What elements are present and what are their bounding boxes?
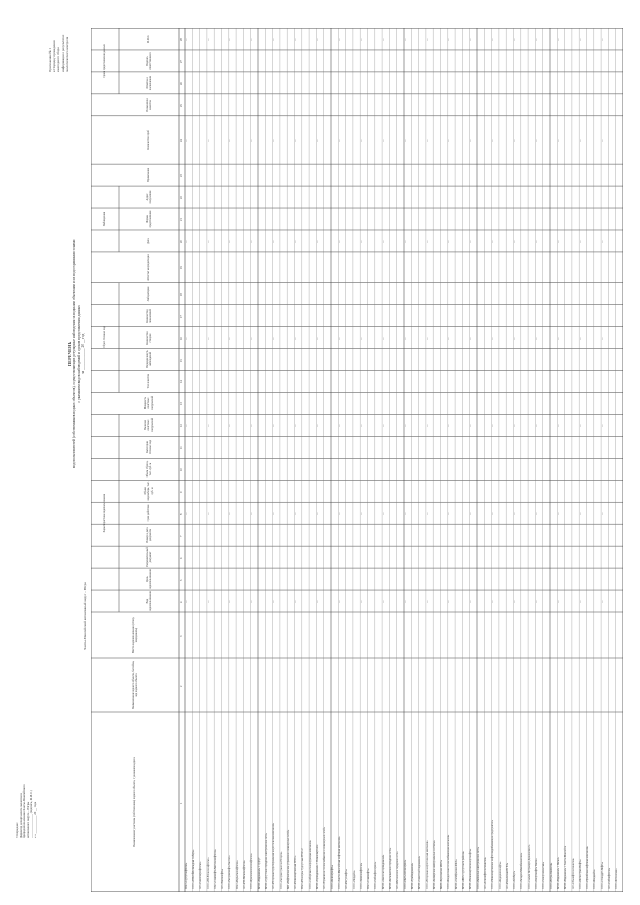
- cell-mark: —: [491, 139, 495, 142]
- column-header: Форма представления: [145, 210, 152, 228]
- cell-mark: —: [447, 600, 451, 604]
- cell-mark: —: [250, 38, 254, 41]
- cell-mark: —: [381, 139, 385, 142]
- table-row: МУП «Водоканал» г. Нягань: [556, 857, 560, 889]
- table-row: ООО «Айсберг»: [513, 870, 517, 889]
- cell-mark: —: [228, 240, 232, 243]
- cell-mark: —: [206, 512, 210, 516]
- table-row: МУП «ЖКХ Сургутского района»: [462, 851, 465, 889]
- column-header: Номер и дата документа: [145, 527, 152, 543]
- column-header: Объем водозабора, тыс. куб. м: [144, 481, 154, 501]
- table-row: ООО «Белозернефть»: [330, 864, 334, 889]
- column-header: Категория сточных вод: [145, 440, 152, 455]
- table-row: АО «Негуснефть»: [345, 869, 349, 889]
- cell-mark: —: [272, 512, 276, 516]
- column-header: Цель водопользования: [145, 569, 152, 589]
- column-number: 5: [180, 579, 183, 582]
- cell-mark: —: [359, 600, 363, 604]
- column-number: 15: [180, 358, 183, 362]
- table-row: АО «Управление теплоснабжения и инженерных сетей»: [323, 827, 327, 889]
- cell-mark: —: [359, 424, 363, 428]
- cell-mark: —: [294, 512, 298, 516]
- column-number: 19: [180, 266, 183, 270]
- table-row: ООО «Федоровскнефть»: [498, 861, 502, 889]
- cell-mark: —: [294, 139, 298, 142]
- cell-mark: —: [250, 600, 254, 604]
- group-header: Наблюдения: [103, 211, 107, 227]
- column-header: Подпись ответственного: [145, 52, 152, 70]
- cell-mark: —: [184, 38, 188, 41]
- cell-mark: —: [294, 600, 298, 604]
- cell-mark: —: [250, 512, 254, 516]
- cell-mark: —: [381, 600, 385, 604]
- cell-mark: —: [381, 336, 385, 340]
- cell-mark: —: [513, 38, 517, 41]
- column-header: Количество показателей: [145, 308, 152, 323]
- cell-mark: —: [337, 336, 341, 340]
- table-row: ООО «Красноленинскнефтегаз»: [250, 853, 254, 889]
- column-header: Разрешительный документ: [145, 547, 152, 567]
- cell-mark: —: [578, 38, 582, 41]
- table-row: ООО «Яхтинское»: [615, 868, 619, 889]
- table-row: ООО «Районные электрические сети»: [476, 846, 480, 889]
- approval-line: автономного округа – Югры: [25, 801, 30, 838]
- cell-mark: —: [272, 336, 276, 340]
- cell-mark: —: [578, 139, 582, 142]
- cell-mark: —: [359, 240, 363, 243]
- cell-mark: —: [578, 424, 582, 428]
- column-number: 22: [180, 196, 183, 200]
- cell-mark: —: [184, 336, 188, 340]
- cell-mark: —: [316, 336, 319, 340]
- table-row: МУП «Водоканал» г. Ханты-Мансийск: [564, 845, 568, 889]
- cell-mark: —: [469, 240, 473, 243]
- table-row: ООО «Стандарт-Нефть»: [600, 861, 604, 889]
- cell-mark: —: [381, 424, 385, 428]
- column-number: 24: [180, 139, 183, 142]
- cell-mark: —: [535, 424, 538, 428]
- cell-mark: —: [316, 600, 319, 604]
- column-number: 27: [180, 60, 183, 63]
- cell-mark: —: [184, 600, 188, 604]
- cell-mark: —: [556, 139, 560, 142]
- cell-mark: —: [556, 424, 560, 428]
- cell-mark: —: [206, 600, 210, 604]
- cell-mark: —: [294, 336, 298, 340]
- cell-mark: —: [316, 424, 319, 428]
- cell-mark: —: [447, 240, 451, 243]
- cell-mark: —: [556, 240, 560, 243]
- column-header: Срок действия: [147, 504, 151, 522]
- column-header: Адрес получателя: [145, 190, 152, 204]
- cell-mark: —: [337, 512, 341, 516]
- cell-mark: —: [184, 139, 188, 142]
- cell-mark: —: [250, 139, 254, 142]
- cell-mark: —: [513, 424, 517, 428]
- cell-mark: —: [337, 240, 341, 243]
- cell-mark: —: [381, 240, 385, 243]
- table-row: ОАО «Славнефть-Мегионнефтегаз»: [213, 849, 217, 889]
- column-header: Количество проб: [147, 130, 151, 150]
- cell-mark: —: [513, 600, 517, 604]
- cell-mark: —: [556, 512, 560, 516]
- cell-mark: —: [403, 139, 407, 142]
- table-row: МП «Нефтеюганское управление инженерных сетей»: [286, 829, 290, 889]
- annex-line: информации о результатах: [60, 34, 65, 72]
- approval-line: Утверждаю:: [15, 822, 19, 838]
- table-row: ООО «Энергонефть Томск»: [535, 858, 538, 889]
- column-number: 8: [180, 513, 183, 516]
- cell-mark: —: [513, 139, 517, 142]
- cell-mark: —: [250, 424, 254, 428]
- column-number: 9: [180, 491, 183, 494]
- annex-note: [48, 35, 69, 72]
- cell-mark: —: [447, 38, 451, 41]
- cell-mark: —: [272, 139, 276, 142]
- table-row: ООО «Тюменнефтегаз»: [359, 862, 363, 889]
- cell-mark: —: [425, 139, 429, 142]
- table-row: ООО «Нижневартовское нефтегазодобывающее предприятие»: [491, 819, 495, 889]
- cell-mark: —: [535, 600, 538, 604]
- column-number: 10: [180, 468, 183, 472]
- cell-mark: —: [228, 512, 232, 516]
- cell-mark: —: [381, 512, 385, 516]
- cell-mark: —: [403, 424, 407, 428]
- title-line: с указанием видов наблюдений и сроков представления данных: [76, 305, 81, 403]
- cell-mark: —: [578, 240, 582, 243]
- table-row: АО «Югорская территориальная энергетическая компания»: [272, 823, 276, 889]
- cell-mark: —: [403, 240, 407, 243]
- column-number: 25: [180, 104, 183, 107]
- column-header: Аттестат аккредитации: [147, 254, 151, 281]
- table-row: ООО «Нордойл»: [352, 870, 356, 889]
- table-row: ПАО «Славнефть»: [367, 868, 371, 889]
- column-number: 26: [180, 82, 183, 85]
- cell-mark: —: [184, 512, 188, 516]
- column-number: 21: [180, 218, 183, 221]
- document-title: [68, 240, 86, 468]
- table-row: ООО «Западно-Малобалыкское»: [520, 852, 524, 889]
- table-row: ООО «Газпром трансгаз Югорск»: [279, 851, 283, 889]
- cell-mark: —: [403, 38, 407, 41]
- cell-mark: —: [250, 240, 254, 243]
- approval-line: ________________ (подпись, Ф.И.О.): [29, 790, 34, 838]
- annex-line: ежегодного сбора: [56, 47, 61, 72]
- cell-mark: —: [250, 336, 254, 340]
- cell-mark: —: [491, 240, 495, 243]
- approval-block: [16, 784, 38, 838]
- column-header: Тип очистки: [147, 374, 151, 389]
- column-number: 20: [180, 240, 183, 243]
- cell-mark: —: [272, 240, 276, 243]
- table-row: АО «Самотлорнефтегаз»: [199, 861, 203, 889]
- cell-mark: —: [184, 240, 188, 243]
- cell-mark: —: [316, 512, 319, 516]
- cell-mark: —: [403, 600, 407, 604]
- cell-mark: —: [556, 38, 560, 41]
- cell-mark: —: [381, 38, 385, 41]
- cell-mark: —: [447, 139, 451, 142]
- cell-mark: —: [272, 600, 276, 604]
- column-header: Объем сброса, тыс. куб. м: [145, 460, 152, 478]
- cell-mark: —: [578, 600, 582, 604]
- approval-line: « » ____________ 20 __ года: [32, 801, 37, 838]
- annex-line: экологического контроля: [64, 36, 69, 72]
- table-row: ООО «Кондаойл»: [593, 869, 597, 889]
- cell-mark: —: [206, 336, 210, 340]
- cell-mark: —: [337, 600, 341, 604]
- cell-mark: —: [228, 38, 232, 41]
- cell-mark: —: [359, 38, 363, 41]
- table-row: ООО «Югорская энергетическая компания»: [425, 840, 429, 889]
- table-row: ПАО «Сургутнефтегаз»: [184, 862, 188, 889]
- cell-mark: —: [206, 139, 210, 142]
- column-number: 13: [180, 402, 183, 406]
- cell-mark: —: [294, 240, 298, 243]
- column-number: 16: [180, 336, 183, 340]
- cell-mark: —: [600, 512, 604, 516]
- cell-mark: —: [447, 424, 451, 428]
- cell-mark: —: [491, 38, 495, 41]
- column-header: Дата: [147, 238, 151, 244]
- cell-mark: —: [600, 139, 604, 142]
- cell-mark: —: [469, 512, 473, 516]
- cell-mark: —: [337, 424, 341, 428]
- column-number: 12: [180, 424, 183, 428]
- table-row: ООО «Кондинская теплоснабжающая компания»: [447, 834, 451, 889]
- table-row: МКП «Березовское ЖКХ»: [440, 859, 444, 889]
- cell-mark: —: [228, 424, 232, 428]
- cell-mark: —: [469, 38, 473, 41]
- table-row: АО «Аганнефтегазгеология»: [483, 857, 487, 889]
- column-header: Наличие очистных сооружений: [144, 418, 154, 433]
- cell-mark: —: [513, 336, 517, 340]
- column-number: 14: [180, 380, 183, 384]
- table-row: ООО «Ингосстрах-Нефть»: [578, 859, 582, 889]
- approval-line: природопользования Ханты-Мансийского: [22, 784, 27, 838]
- column-header: Периодичность наблюдений: [145, 350, 152, 369]
- title-main: ПЕРЕЧЕНЬ: [67, 341, 72, 367]
- table-row: ПАО «Юнипро» Сургутская ГРЭС-2: [301, 848, 305, 889]
- cell-mark: —: [513, 240, 517, 243]
- table-row: АО «Сибнефтегаз»: [608, 867, 611, 889]
- column-header: Вид водопользования: [145, 591, 152, 611]
- table-row: ООО «Сибирская генерирующая компания»: [308, 840, 312, 889]
- title-period: за ____________ 20 __ год: [81, 333, 86, 374]
- table-row: ООО «Ханты-Мансийская нефтяная компания»: [337, 836, 341, 889]
- cell-mark: —: [447, 336, 451, 340]
- cell-mark: —: [469, 600, 473, 604]
- column-header: Место водопользования (створ, координаты): [131, 617, 138, 653]
- cell-mark: —: [556, 336, 560, 340]
- cell-mark: —: [425, 240, 429, 243]
- column-header: Наименование участника (собственника) водного объекта, с указанием адреса: [133, 757, 137, 847]
- table-row: МУП «Горводоканал» г. Нижневартовск: [316, 844, 319, 889]
- cell-mark: —: [316, 240, 319, 243]
- cell-mark: —: [228, 139, 232, 142]
- cell-mark: —: [578, 512, 582, 516]
- cell-mark: —: [316, 139, 319, 142]
- cell-mark: —: [425, 600, 429, 604]
- cell-mark: —: [425, 336, 429, 340]
- column-header: Наименование водного объекта, бассейна, код водного объекта: [131, 660, 138, 710]
- column-header: Ф.И.О.: [147, 34, 151, 43]
- region-text: Ханты-Мансийский автономный округ – Югра: [83, 582, 87, 650]
- annex-line: Приложение № 1: [48, 47, 52, 72]
- column-number: 7: [180, 535, 183, 538]
- cell-mark: —: [469, 424, 473, 428]
- cell-mark: —: [600, 240, 604, 243]
- table-row: МУП «Сургутские городские электрические сети»: [264, 833, 268, 889]
- table-row: ООО «Салым Петролеум Девелопмент»: [527, 844, 531, 889]
- cell-mark: —: [535, 336, 538, 340]
- cell-mark: —: [228, 600, 232, 604]
- cell-mark: —: [272, 38, 276, 41]
- cell-mark: —: [535, 38, 538, 41]
- group-header: Характеристика водопользования: [103, 493, 107, 533]
- cell-mark: —: [403, 512, 407, 516]
- cell-mark: —: [403, 336, 407, 340]
- cell-mark: —: [359, 336, 363, 340]
- column-header: Отметка о выполнении: [145, 75, 152, 90]
- cell-mark: —: [535, 240, 538, 243]
- cell-mark: —: [425, 38, 429, 41]
- table-row: МУП «Белоярские коммунальные системы»: [432, 840, 436, 889]
- cell-mark: —: [447, 512, 451, 516]
- column-number: 4: [180, 601, 183, 604]
- table-row: ООО «РН-Юганскнефтегаз»: [206, 857, 210, 889]
- table-row: АО «Мегионские городские сети»: [396, 851, 400, 889]
- cell-mark: —: [425, 512, 429, 516]
- cell-mark: —: [294, 38, 298, 41]
- table-row: ООО «Сибнефтесервис»: [374, 861, 378, 889]
- table-row: ООО «Севергазмонтаж»: [542, 861, 546, 889]
- table-row: ООО «ЛУКОЙЛ-Западная Сибирь»: [191, 849, 195, 889]
- cell-mark: —: [425, 424, 429, 428]
- group-header: Сброс сточных вод: [103, 326, 107, 349]
- table-row: МУП «Лангепасгорводоканал»: [381, 854, 385, 889]
- cell-mark: —: [600, 38, 604, 41]
- table-row: МУП «Советский водоканал»: [418, 856, 422, 889]
- column-header: Мощность очистных сооружений: [144, 396, 154, 411]
- cell-mark: —: [184, 424, 188, 428]
- table-row: АО «Назымская НГРЭ»: [505, 862, 509, 889]
- column-header: Примечание: [147, 168, 151, 183]
- column-number: 17: [180, 314, 183, 318]
- column-number: 2: [180, 685, 183, 687]
- cell-mark: —: [206, 424, 210, 428]
- observation-table: [91, 28, 623, 892]
- table-row: АО «Обьнефтегазгеология»: [571, 858, 575, 889]
- title-line: водопользователей (собственников водных объектов), осуществляющих регулярные наблюдения за водными объектами и их водоохранными зонами: [72, 239, 77, 468]
- table-row: ПАО «Варьеганнефтегаз»: [235, 860, 239, 889]
- table-row: ООО «Газпромнефть-Хантос»: [228, 855, 232, 889]
- cell-mark: —: [491, 600, 495, 604]
- annex-line: к Порядку проведения: [52, 40, 57, 72]
- table-row: МУП «Когалымские городские сети»: [389, 847, 392, 889]
- cell-mark: —: [578, 336, 582, 340]
- cell-mark: —: [294, 424, 298, 428]
- cell-mark: —: [600, 600, 604, 604]
- cell-mark: —: [535, 139, 538, 142]
- cell-mark: —: [491, 336, 495, 340]
- table-row: ООО «Приобская нефтяная компания»: [586, 846, 590, 889]
- table-row: МУП «Водоканал» г. Сургут: [257, 857, 261, 889]
- column-number: 11: [180, 446, 183, 450]
- cell-mark: —: [206, 38, 210, 41]
- cell-mark: —: [206, 240, 210, 243]
- column-number: 3: [180, 635, 183, 637]
- cell-mark: —: [316, 38, 319, 41]
- cell-mark: —: [272, 424, 276, 428]
- table-row: МУП «Октябрьское ЖКХ»: [454, 859, 458, 889]
- cell-mark: —: [228, 336, 232, 340]
- column-number: 1: [180, 802, 183, 804]
- cell-mark: —: [600, 336, 604, 340]
- region-label: [83, 582, 87, 650]
- table-row: ООО «Пыть-Яхгазсервис»: [403, 859, 407, 889]
- table-row: АО «РН-Няганьнефтегаз»: [243, 860, 246, 889]
- cell-mark: —: [359, 139, 363, 142]
- column-header: Показатели качества: [145, 98, 152, 112]
- cell-mark: —: [600, 424, 604, 428]
- table-row: ООО «Югра-Экология»: [549, 862, 553, 889]
- column-number: 23: [180, 174, 183, 178]
- cell-mark: —: [513, 512, 517, 516]
- table-row: АО «Нижневартовская ГРЭС»: [294, 855, 298, 889]
- cell-mark: —: [469, 336, 473, 340]
- column-number: 6: [180, 557, 183, 560]
- approval-line: Директор департамента экологии и: [18, 793, 23, 838]
- column-number: 28: [180, 38, 183, 41]
- table-row: МУП «Урайводоканал»: [410, 863, 414, 889]
- cell-mark: —: [337, 139, 341, 142]
- group-header: Сроки представления данных: [103, 43, 107, 78]
- cell-mark: —: [491, 512, 495, 516]
- cell-mark: —: [337, 38, 341, 41]
- cell-mark: —: [359, 512, 363, 516]
- table-row: МУП «Нижневартовскэнергонефть»: [469, 848, 473, 889]
- column-header: Количество створов: [145, 330, 152, 345]
- table-row: АО «Томскнефть»: [221, 868, 225, 889]
- cell-mark: —: [556, 600, 560, 604]
- cell-mark: —: [491, 424, 495, 428]
- column-header: Лаборатория: [147, 286, 151, 301]
- cell-mark: —: [469, 139, 473, 142]
- cell-mark: —: [535, 512, 538, 516]
- column-number: 18: [180, 292, 183, 296]
